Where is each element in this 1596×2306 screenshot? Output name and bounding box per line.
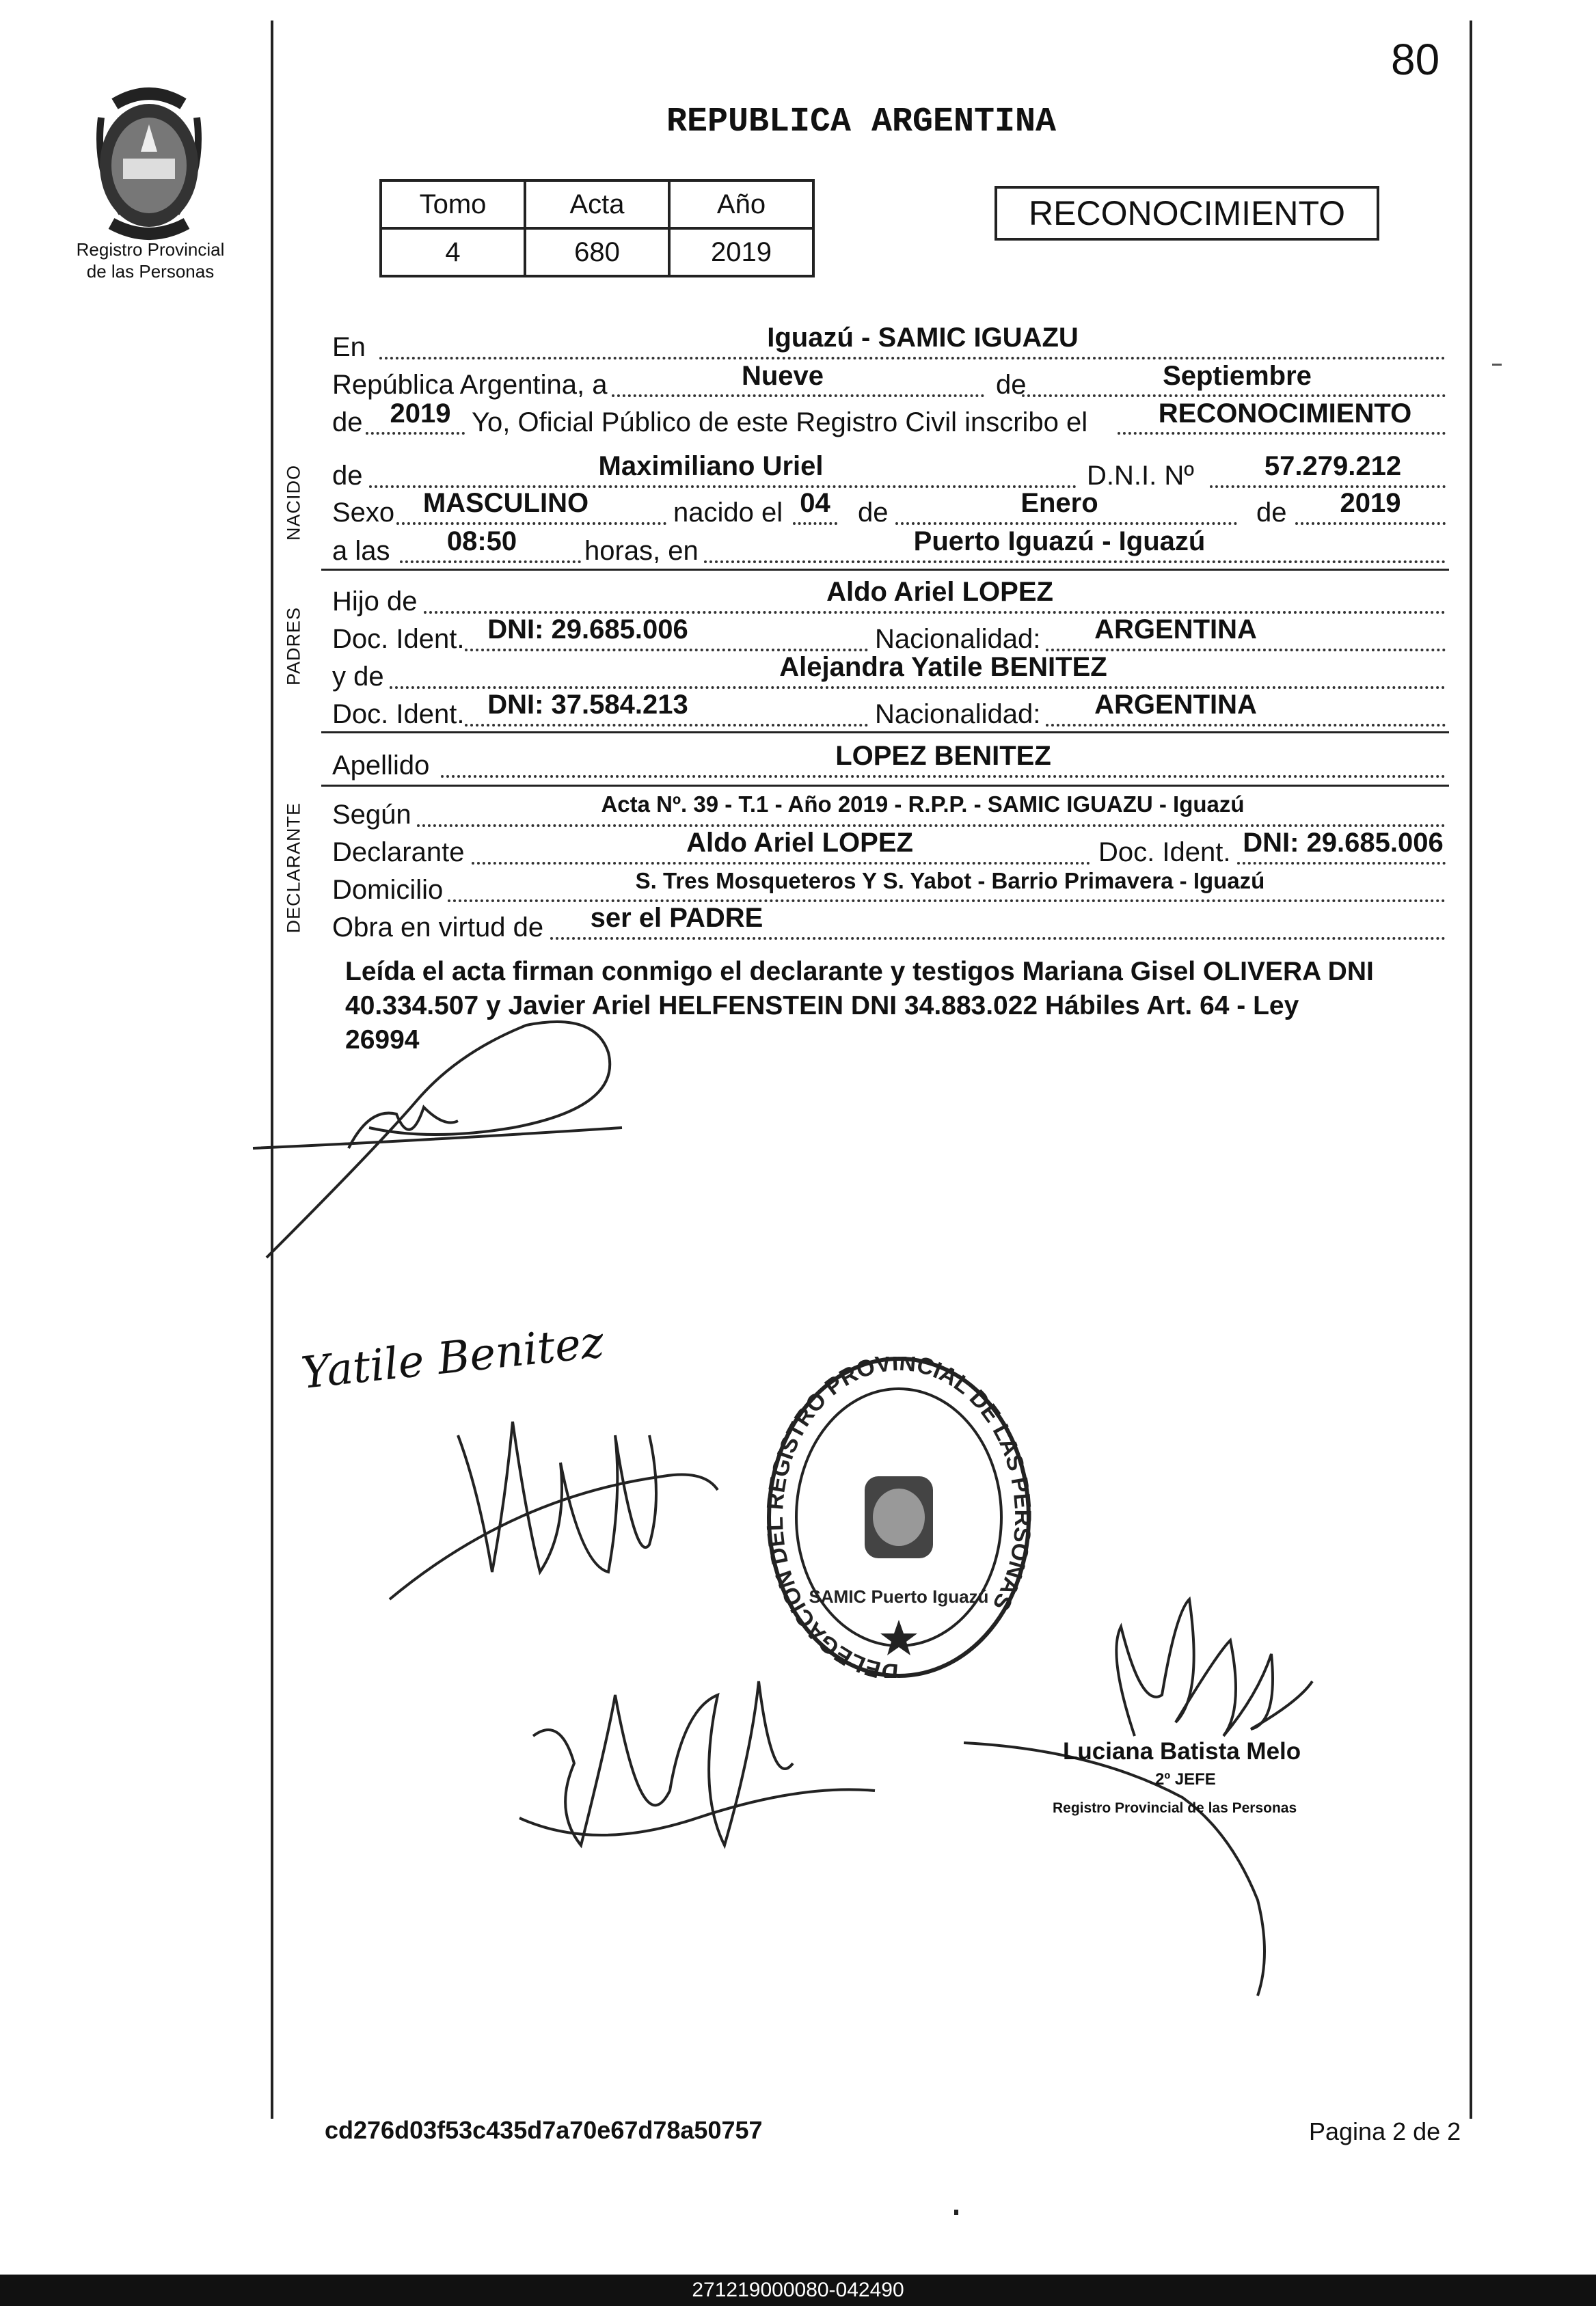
closing-line-1: Leída el acta firman conmigo el declarante y testigos Mariana Gisel OLIVERA DNI — [345, 957, 1374, 986]
field-apellido: LOPEZ BENITEZ — [835, 741, 1051, 771]
stray-mark — [1492, 364, 1502, 366]
field-dni: 57.279.212 — [1264, 451, 1402, 481]
field-sexo: MASCULINO — [422, 488, 589, 518]
field-nac-dia: 04 — [800, 488, 830, 518]
side-label-padres: PADRES — [283, 606, 304, 686]
field-nac-anio: 2019 — [1340, 488, 1401, 518]
side-label-nacido: NACIDO — [283, 465, 304, 541]
field-nac-mes: Enero — [1020, 488, 1098, 518]
side-label-declarante: DECLARANTE — [283, 802, 304, 934]
table-header: Acta — [525, 180, 669, 228]
field-domicilio: S. Tres Mosqueteros Y S. Yabot - Barrio Primavera - Iguazú — [635, 868, 1265, 893]
country-title: REPUBLICA ARGENTINA — [666, 103, 1057, 141]
pagination: Pagina 2 de 2 — [1309, 2117, 1461, 2145]
label-horas-en: horas, en — [584, 536, 699, 566]
field-segun: Acta Nº. 39 - T.1 - Año 2019 - R.P.P. - SAMIC IGUAZU - Iguazú — [601, 791, 1245, 817]
field-mes: Septiembre — [1163, 361, 1312, 391]
table-header: Tomo — [381, 180, 525, 228]
label-nacido-el: nacido el — [673, 498, 783, 528]
label-de-anio: de — [332, 407, 363, 437]
label-nacionalidad-padre: Nacionalidad: — [875, 624, 1041, 654]
label-obra: Obra en virtud de — [332, 912, 544, 942]
table-cell: 680 — [525, 228, 669, 276]
closing-line-3: 26994 — [345, 1025, 420, 1055]
label-dni-nro: D.N.I. Nº — [1087, 461, 1194, 491]
star-icon — [880, 1620, 917, 1655]
stray-mark — [954, 2210, 958, 2215]
table-cell: 2019 — [669, 228, 813, 276]
field-padre-doc: DNI: 29.685.006 — [487, 614, 688, 645]
label-de-nac-anio: de — [1256, 498, 1287, 528]
label-en: En — [332, 332, 366, 362]
section-divider — [321, 569, 1449, 571]
label-doc-ident-padre: Doc. Ident. — [332, 624, 465, 654]
label-declarante: Declarante — [332, 837, 465, 867]
field-madre-nac: ARGENTINA — [1094, 690, 1257, 720]
table-header: Año — [669, 180, 813, 228]
label-nacionalidad-madre: Nacionalidad: — [875, 699, 1041, 729]
closing-line-2: 40.334.507 y Javier Ariel HELFENSTEIN DNI 34.883.022 Hábiles Art. 64 - Ley — [345, 991, 1299, 1020]
field-anio: 2019 — [390, 398, 451, 429]
label-de-nac-mes: de — [858, 498, 889, 528]
official-title: 2º JEFE — [1155, 1770, 1216, 1789]
official-name: Luciana Batista Melo — [1063, 1738, 1301, 1765]
field-madre-doc: DNI: 37.584.213 — [487, 690, 688, 720]
field-acto: RECONOCIMIENTO — [1158, 398, 1412, 429]
field-lugar: Iguazú - SAMIC IGUAZU — [767, 323, 1079, 353]
field-declarante-doc: DNI: 29.685.006 — [1243, 828, 1444, 858]
document-hash: cd276d03f53c435d7a70e67d78a50757 — [325, 2116, 763, 2144]
label-a-las: a las — [332, 536, 390, 566]
label-domicilio: Domicilio — [332, 875, 444, 905]
label-segun: Según — [332, 800, 411, 830]
official-signature — [957, 1572, 1381, 2013]
logo-caption-1: Registro Provincial — [76, 239, 225, 260]
official-office: Registro Provincial de las Personas — [1053, 1800, 1297, 1816]
label-doc-ident-declarante: Doc. Ident. — [1098, 837, 1231, 867]
label-apellido: Apellido — [332, 750, 430, 781]
field-obra: ser el PADRE — [590, 903, 763, 933]
right-margin-line — [1470, 21, 1472, 2119]
document-type-box: RECONOCIMIENTO — [995, 186, 1379, 241]
field-padre-nac: ARGENTINA — [1094, 614, 1257, 645]
witness-signature-2 — [492, 1654, 902, 1876]
barcode-bar — [0, 2275, 1596, 2306]
field-nombre: Maximiliano Uriel — [598, 451, 824, 481]
section-divider — [321, 785, 1449, 787]
label-doc-ident-madre: Doc. Ident. — [332, 699, 465, 729]
field-dia: Nueve — [741, 361, 824, 391]
barcode-number: 271219000080-042490 — [692, 2279, 904, 2301]
handwritten-name: Yatile Benitez — [299, 1316, 606, 1400]
field-lugar-nac: Puerto Iguazú - Iguazú — [913, 526, 1206, 556]
label-y-de: y de — [332, 662, 384, 692]
declarante-signature — [239, 1012, 649, 1275]
stamp-ring-text: DELEGACION D EGISTRO PROVINCIAL DE LAS P ONAS — [766, 1357, 1032, 1678]
witness-signature-1 — [376, 1394, 731, 1630]
field-padre: Aldo Ariel LOPEZ — [826, 577, 1053, 607]
label-hijo-de: Hijo de — [332, 586, 418, 616]
tomo-acta-anio-table — [379, 179, 815, 277]
label-yo-oficial: Yo, Oficial Público de este Registro Civil inscribo el — [472, 407, 1088, 437]
label-de-nombre: de — [332, 461, 363, 491]
page-number: 80 — [1391, 35, 1440, 84]
field-hora: 08:50 — [446, 526, 517, 556]
seal-emblem-icon — [81, 77, 217, 247]
field-declarante: Aldo Ariel LOPEZ — [686, 828, 913, 858]
stamp-inner-text: SAMIC Puerto Iguazú — [809, 1586, 989, 1607]
label-republica: República Argentina, a — [332, 370, 608, 400]
label-de-mes: de — [996, 370, 1027, 400]
table-cell: 4 — [381, 228, 525, 276]
logo-caption-2: de las Personas — [86, 261, 215, 282]
label-sexo: Sexo — [332, 498, 395, 528]
section-divider — [321, 731, 1449, 733]
provincial-seal-logo — [81, 77, 217, 247]
field-madre: Alejandra Yatile BENITEZ — [779, 652, 1107, 682]
